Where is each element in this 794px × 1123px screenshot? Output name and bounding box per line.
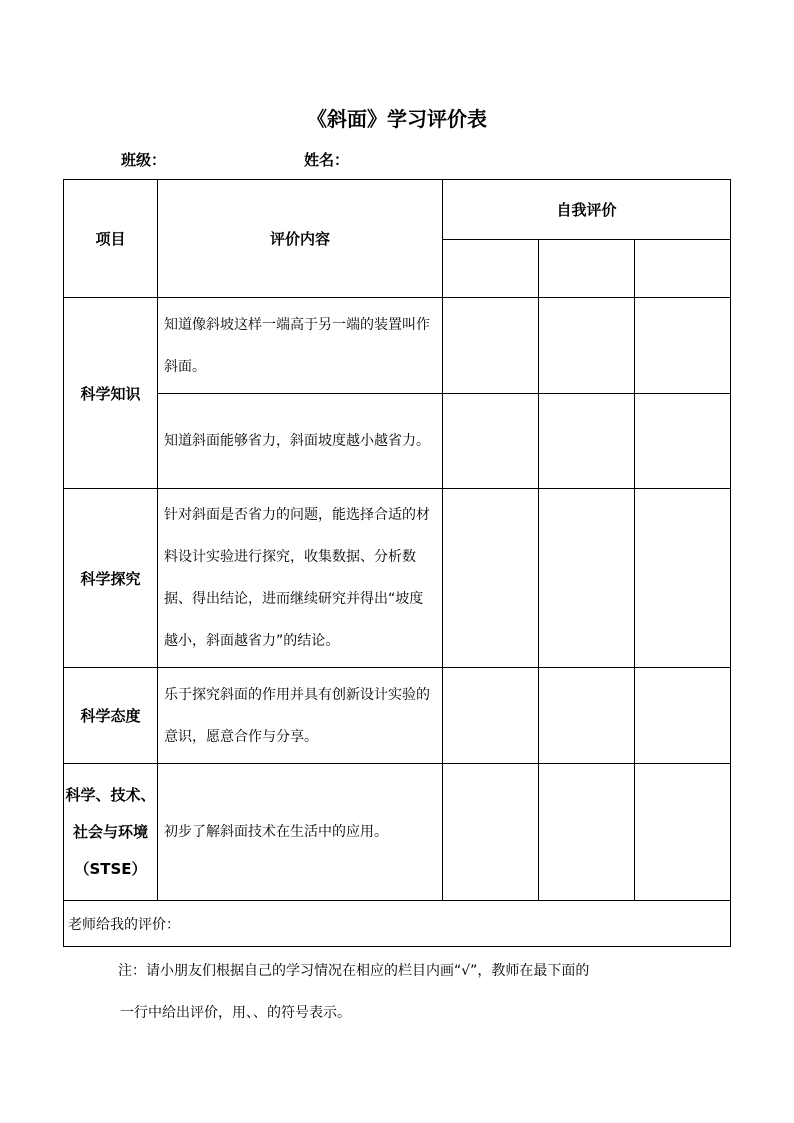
note-line-2: 一行中给出评价，用、、的符号表示。 (120, 1005, 351, 1021)
check-cell[interactable] (635, 394, 731, 489)
check-cell[interactable] (443, 394, 539, 489)
check-cell[interactable] (539, 394, 635, 489)
header-content: 评价内容 (158, 180, 443, 298)
stse-line-1: 科学、技术、 (65, 785, 156, 804)
name-label: 姓名： (304, 151, 350, 169)
note (118, 950, 688, 1034)
page-title: 《斜面》学习评价表 (307, 107, 487, 131)
class-label: 班级： (121, 151, 167, 169)
check-cell[interactable] (539, 764, 635, 901)
check-cell[interactable] (539, 489, 635, 668)
check-cell[interactable] (635, 298, 731, 394)
self-eval-col-3[interactable] (635, 240, 731, 298)
check-cell[interactable] (443, 489, 539, 668)
check-cell[interactable] (443, 764, 539, 901)
evaluation-table (63, 179, 731, 947)
check-cell[interactable] (443, 298, 539, 394)
item-science-inquiry: 科学探究 (64, 489, 158, 668)
check-cell[interactable] (443, 668, 539, 764)
header-item: 项目 (64, 180, 158, 298)
teacher-evaluation[interactable]: 老师给我的评价： (64, 901, 731, 947)
check-cell[interactable] (635, 764, 731, 901)
criterion-text: 知道斜面能够省力，斜面坡度越小越省力。 (158, 394, 443, 489)
check-cell[interactable] (635, 489, 731, 668)
header-self-eval: 自我评价 (443, 180, 731, 240)
self-eval-col-1[interactable] (443, 240, 539, 298)
stse-line-2: 社会与环境 (72, 822, 148, 841)
check-cell[interactable] (635, 668, 731, 764)
item-science-attitude: 科学态度 (64, 668, 158, 764)
criterion-text: 乐于探究斜面的作用并具有创新设计实验的意识，愿意合作与分享。 (158, 668, 443, 764)
item-science-knowledge: 科学知识 (64, 298, 158, 489)
check-cell[interactable] (539, 298, 635, 394)
note-line-1: 注：请小朋友们根据自己的学习情况在相应的栏目内画“√”，教师在最下面的 (118, 963, 590, 979)
criterion-text: 知道像斜坡这样一端高于另一端的装置叫作斜面。 (158, 298, 443, 394)
criterion-text: 针对斜面是否省力的问题，能选择合适的材料设计实验进行探究，收集数据、分析数据、得出结论，进而继续研究并得出“坡度越小，斜面越省力”的结论。 (158, 489, 443, 668)
criterion-text: 初步了解斜面技术在生活中的应用。 (158, 764, 443, 901)
item-stse (64, 764, 158, 901)
check-cell[interactable] (539, 668, 635, 764)
self-eval-col-2[interactable] (539, 240, 635, 298)
stse-line-3: （STSE） (74, 859, 147, 878)
